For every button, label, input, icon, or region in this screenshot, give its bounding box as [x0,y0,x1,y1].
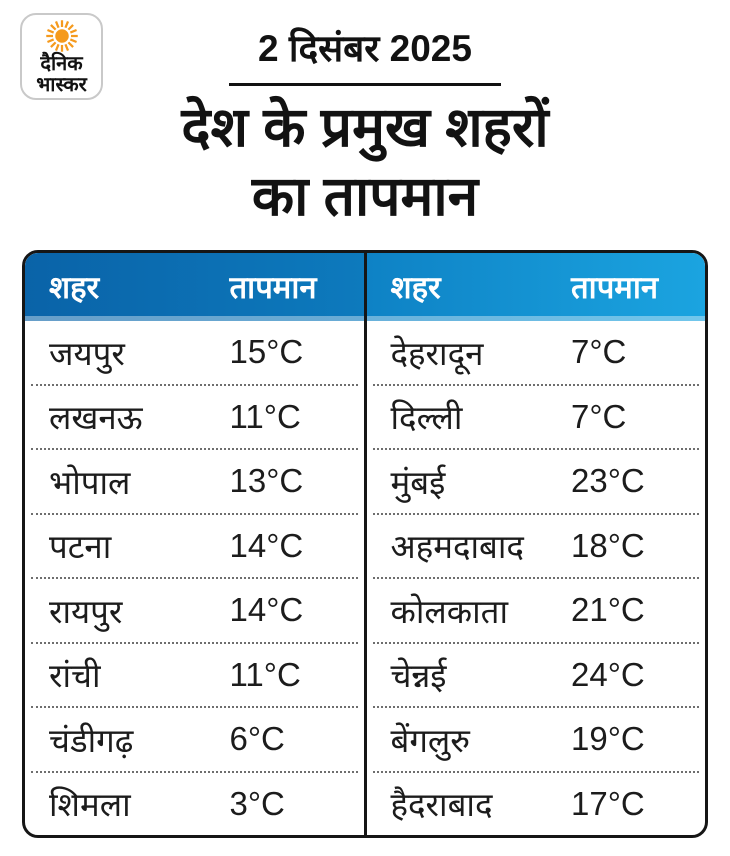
temp-column-header: तापमान [571,270,659,305]
city-column-header: शहर [49,270,100,305]
temperature-table [22,250,708,838]
temperature-value: 24°C [571,655,645,693]
date-underline [229,83,501,86]
table-right-header [367,253,706,321]
table-row [31,773,358,836]
masthead [0,0,730,231]
temperature-value: 14°C [229,526,304,564]
table-row [31,579,358,644]
city-name: हैदराबाद [390,786,493,824]
table-row [373,321,700,386]
city-name: मुंबई [390,463,446,501]
table-row [373,515,700,580]
temperature-value: 21°C [571,591,645,629]
table-row [31,321,358,386]
temp-column-header: तापमान [229,270,317,305]
temperature-value: 7°C [571,397,627,435]
temperature-value: 14°C [229,591,304,629]
city-name: लखनऊ [49,399,143,437]
table-left-header [25,253,364,321]
title-line2: का तापमान [251,164,479,227]
table-left-rows [25,321,364,835]
table-row [31,450,358,515]
table-row [31,386,358,451]
city-name: रांची [49,657,101,695]
date-label: 2 दिसंबर 2025 [258,28,472,69]
temperature-value: 3°C [229,784,285,822]
table-row [31,644,358,709]
city-name: जयपुर [49,334,125,372]
table-row [31,515,358,580]
table-right-rows [367,321,706,835]
temperature-value: 23°C [571,462,645,500]
temperature-value: 18°C [571,526,645,564]
city-name: चेन्नई [390,657,447,695]
logo-word-line2: भास्कर [36,73,87,96]
page-title [0,93,730,231]
temperature-value: 13°C [229,462,304,500]
temperature-value: 7°C [571,333,627,371]
temperature-value: 15°C [229,333,304,371]
city-name: पटना [49,528,112,566]
city-name: भोपाल [49,463,131,501]
city-name: बेंगलुरु [390,721,471,759]
temperature-value: 11°C [229,397,301,435]
temperature-value: 6°C [229,720,285,758]
city-name: रायपुर [49,592,123,630]
table-right-panel [367,253,706,835]
table-row [373,644,700,709]
city-name: अहमदाबाद [390,528,524,566]
city-name: कोलकाता [390,592,509,630]
temperature-value: 19°C [571,720,645,758]
table-row [373,708,700,773]
table-row [373,579,700,644]
table-row [373,773,700,836]
logo-word-line1: दैनिक [40,53,83,76]
temperature-value: 11°C [229,655,301,693]
city-name: चंडीगढ़ [49,721,134,759]
temperature-value: 17°C [571,784,645,822]
table-row [373,450,700,515]
table-row [31,708,358,773]
city-name: देहरादून [390,334,484,372]
table-left-panel [25,253,367,835]
city-name: दिल्ली [390,399,463,437]
city-name: शिमला [49,786,131,824]
table-row [373,386,700,451]
city-column-header: शहर [390,270,441,305]
title-line1: देश के प्रमुख शहरों [181,96,549,158]
